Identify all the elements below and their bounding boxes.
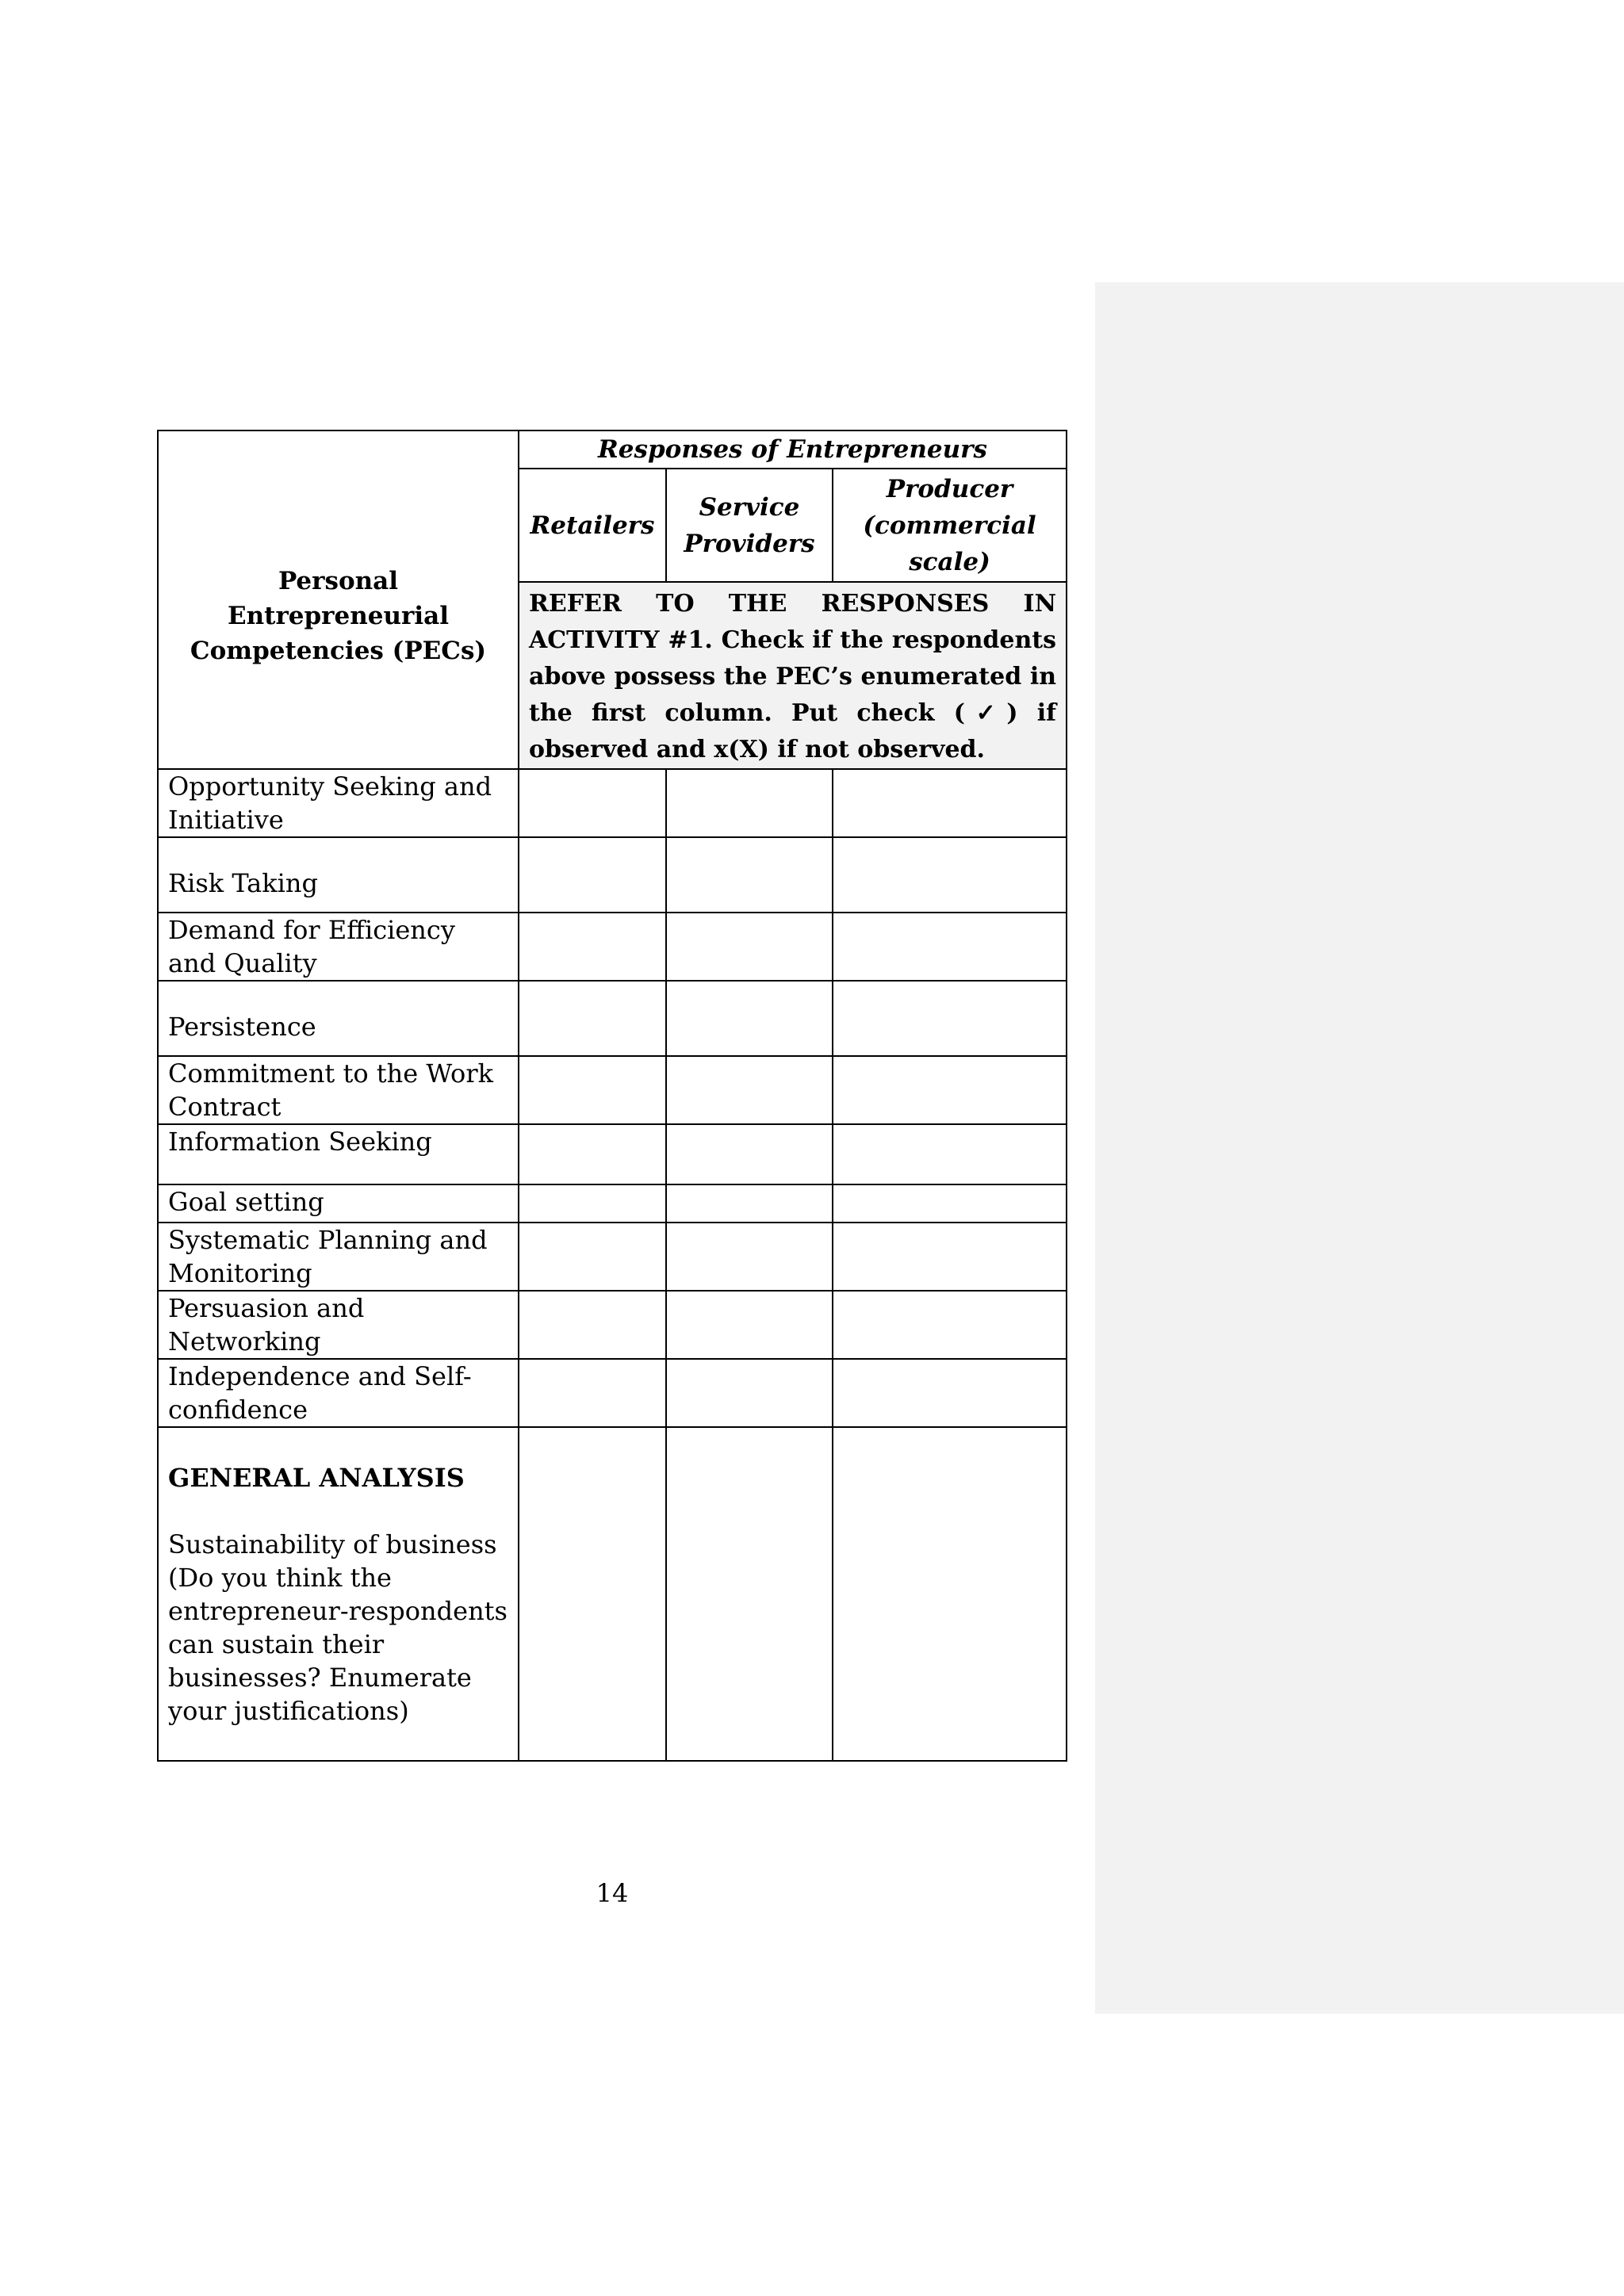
service-providers-cell[interactable] — [666, 1427, 833, 1761]
producer-cell[interactable] — [833, 1427, 1067, 1761]
retailers-cell[interactable] — [519, 1223, 666, 1291]
retailers-cell[interactable] — [519, 1427, 666, 1761]
pec-table — [157, 430, 1067, 1762]
service-providers-cell[interactable] — [666, 1184, 833, 1223]
producer-cell[interactable] — [833, 1359, 1067, 1427]
producer-cell[interactable] — [833, 1223, 1067, 1291]
producer-cell[interactable] — [833, 837, 1067, 913]
pec-row-label: Independence and Self-confidence — [158, 1359, 519, 1427]
pec-row-label: Risk Taking — [158, 837, 519, 913]
producer-cell[interactable] — [833, 1056, 1067, 1124]
service-providers-cell[interactable] — [666, 837, 833, 913]
retailers-cell[interactable] — [519, 913, 666, 981]
general-analysis-title: GENERAL ANALYSIS — [168, 1463, 465, 1493]
service-providers-cell[interactable] — [666, 1056, 833, 1124]
service-providers-cell[interactable] — [666, 981, 833, 1056]
column-header-retailers: Retailers — [519, 469, 666, 582]
instruction-text: REFER TO THE RESPONSES IN ACTIVITY #1. Check if the respondents above possess the PEC’s enumerated in the first column. Put check (✓) if observed and x(X) if not observed. — [519, 582, 1067, 769]
service-providers-cell[interactable] — [666, 1124, 833, 1184]
service-providers-cell[interactable] — [666, 913, 833, 981]
pec-row-label: Persistence — [158, 981, 519, 1056]
retailers-cell[interactable] — [519, 837, 666, 913]
pec-column-header: Personal Entrepreneurial Competencies (PECs) — [158, 430, 519, 769]
service-providers-cell[interactable] — [666, 1291, 833, 1359]
column-header-service-providers: Service Providers — [666, 469, 833, 582]
pec-row-label: Persuasion and Networking — [158, 1291, 519, 1359]
pec-row-label: Information Seeking — [158, 1124, 519, 1184]
pec-row-label: Goal setting — [158, 1184, 519, 1223]
service-providers-cell[interactable] — [666, 769, 833, 837]
responses-header: Responses of Entrepreneurs — [519, 430, 1067, 469]
producer-cell[interactable] — [833, 769, 1067, 837]
retailers-cell[interactable] — [519, 1124, 666, 1184]
pec-row-label: Demand for Efficiency and Quality — [158, 913, 519, 981]
producer-cell[interactable] — [833, 981, 1067, 1056]
producer-cell[interactable] — [833, 1291, 1067, 1359]
comment-pane — [1095, 282, 1624, 2014]
producer-cell[interactable] — [833, 1184, 1067, 1223]
pec-row-label: Systematic Planning and Monitoring — [158, 1223, 519, 1291]
general-analysis-cell — [158, 1427, 519, 1761]
retailers-cell[interactable] — [519, 1359, 666, 1427]
retailers-cell[interactable] — [519, 1291, 666, 1359]
pec-row-label: Commitment to the Work Contract — [158, 1056, 519, 1124]
retailers-cell[interactable] — [519, 1056, 666, 1124]
column-header-producer: Producer (commercial scale) — [833, 469, 1067, 582]
service-providers-cell[interactable] — [666, 1223, 833, 1291]
producer-cell[interactable] — [833, 913, 1067, 981]
producer-cell[interactable] — [833, 1124, 1067, 1184]
service-providers-cell[interactable] — [666, 1359, 833, 1427]
retailers-cell[interactable] — [519, 1184, 666, 1223]
retailers-cell[interactable] — [519, 769, 666, 837]
general-analysis-text: Sustainability of business (Do you think the entrepreneur-respondents can sustain their businesses? Enumerate your justifications) — [168, 1529, 508, 1726]
retailers-cell[interactable] — [519, 981, 666, 1056]
pec-row-label: Opportunity Seeking and Initiative — [158, 769, 519, 837]
page-number: 14 — [596, 1878, 629, 1908]
